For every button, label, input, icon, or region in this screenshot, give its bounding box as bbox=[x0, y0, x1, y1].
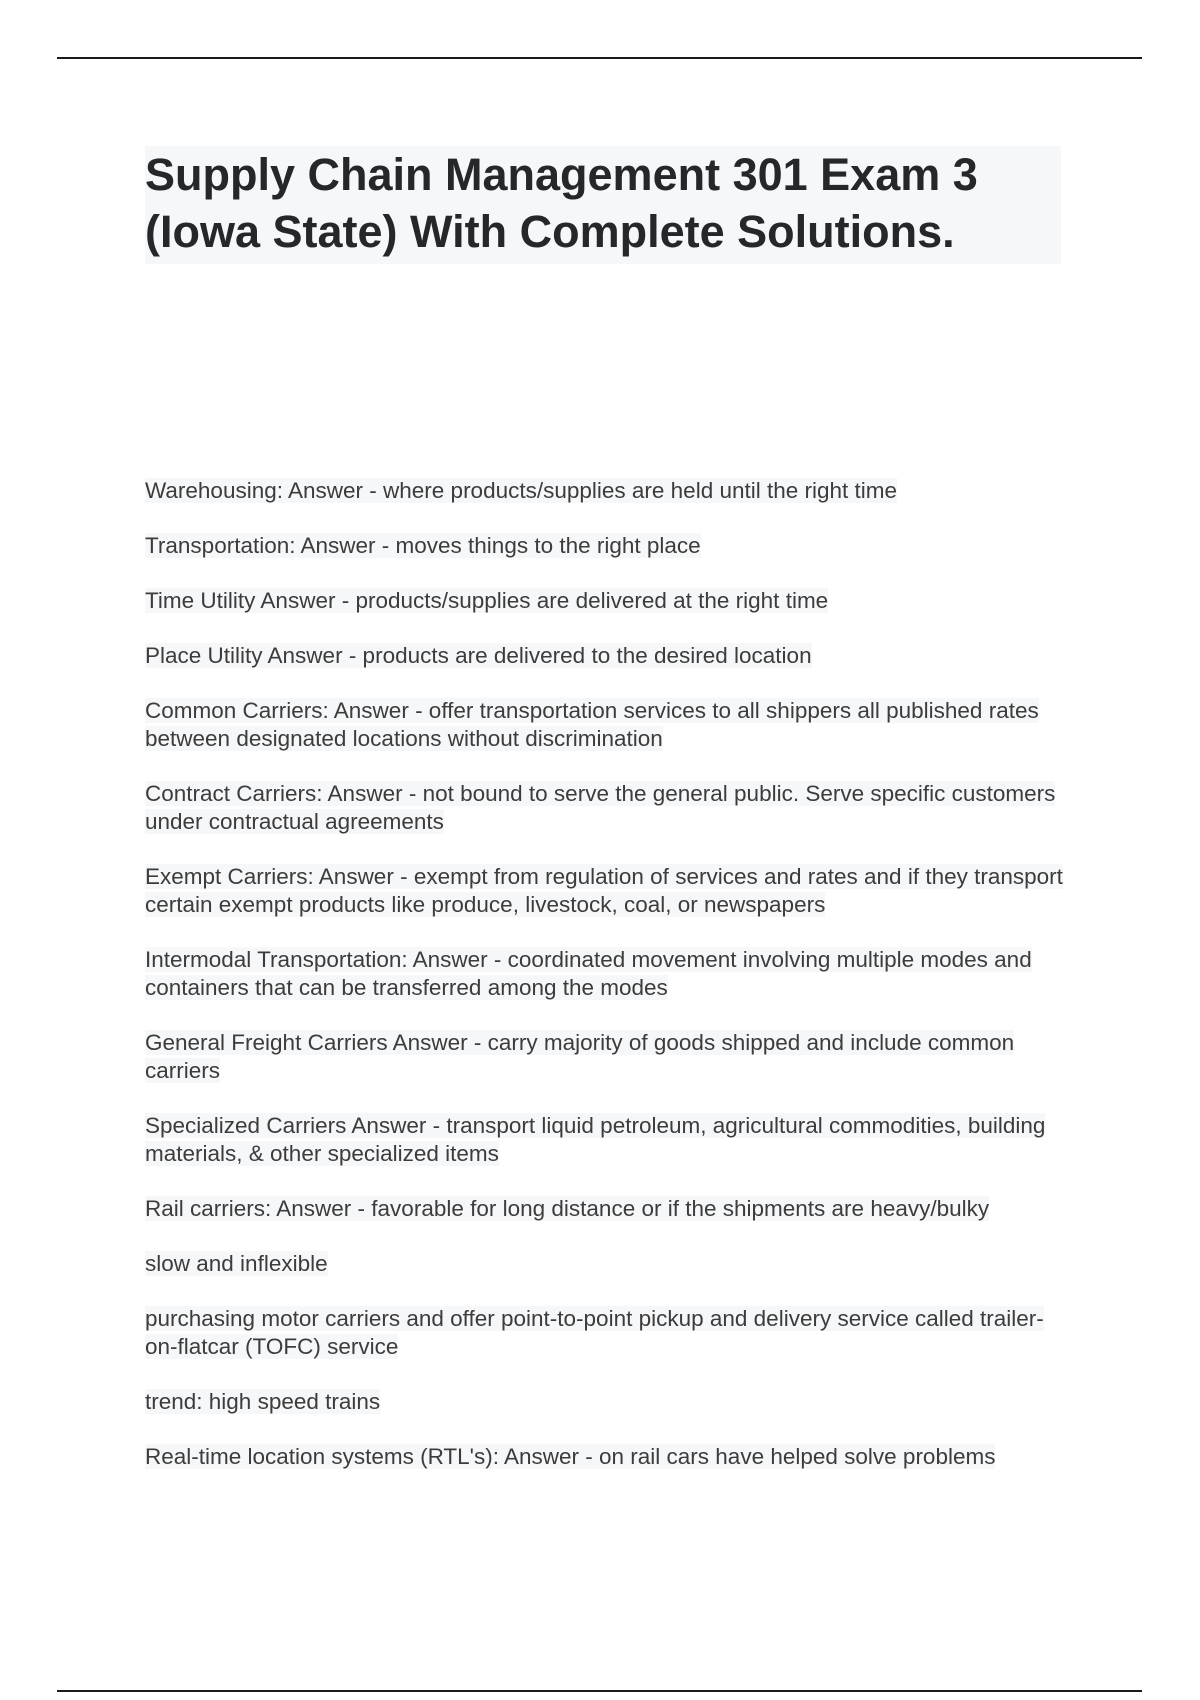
qa-item-text: Specialized Carriers Answer - transport liquid petroleum, agricultural commodities, building materials, & other specialized items bbox=[145, 1113, 1046, 1166]
qa-item-text: Time Utility Answer - products/supplies are delivered at the right time bbox=[145, 588, 829, 613]
qa-item-transportation bbox=[145, 532, 1075, 560]
qa-item-general-freight-carriers bbox=[145, 1029, 1075, 1085]
qa-item-specialized-carriers bbox=[145, 1112, 1075, 1168]
qa-item-text: slow and inflexible bbox=[145, 1251, 328, 1276]
qa-item-text: Exempt Carriers: Answer - exempt from regulation of services and rates and if they transport certain exempt products like produce, livestock, coal, or newspapers bbox=[145, 864, 1063, 917]
top-rule bbox=[57, 57, 1142, 59]
qa-item-text: Warehousing: Answer - where products/supplies are held until the right time bbox=[145, 478, 898, 503]
qa-item-text: Intermodal Transportation: Answer - coordinated movement involving multiple modes and containers that can be transferred among the modes bbox=[145, 947, 1032, 1000]
qa-item-common-carriers bbox=[145, 697, 1075, 753]
qa-item-text: Rail carriers: Answer - favorable for long distance or if the shipments are heavy/bulky bbox=[145, 1196, 990, 1221]
qa-item-warehousing bbox=[145, 477, 1075, 505]
qa-item-time-utility bbox=[145, 587, 1075, 615]
qa-item-high-speed-trains bbox=[145, 1388, 1075, 1416]
qa-item-text: purchasing motor carriers and offer point-to-point pickup and delivery service called trailer-on-flatcar (TOFC) service bbox=[145, 1306, 1044, 1359]
qa-item-tofc-service bbox=[145, 1305, 1075, 1361]
qa-item-text: Real-time location systems (RTL's): Answer - on rail cars have helped solve problems bbox=[145, 1444, 996, 1469]
qa-item-text: General Freight Carriers Answer - carry majority of goods shipped and include common carriers bbox=[145, 1030, 1015, 1083]
qa-item-rtls bbox=[145, 1443, 1075, 1471]
qa-item-text: trend: high speed trains bbox=[145, 1389, 381, 1414]
qa-item-intermodal-transportation bbox=[145, 946, 1075, 1002]
qa-list bbox=[145, 477, 1075, 1498]
document-title: Supply Chain Management 301 Exam 3 (Iowa State) With Complete Solutions. bbox=[145, 146, 1061, 264]
qa-item-text: Common Carriers: Answer - offer transportation services to all shippers all published rates between designated locations without discrimination bbox=[145, 698, 1039, 751]
qa-item-slow-inflexible bbox=[145, 1250, 1075, 1278]
qa-item-exempt-carriers bbox=[145, 863, 1075, 919]
bottom-rule bbox=[57, 1690, 1142, 1692]
qa-item-place-utility bbox=[145, 642, 1075, 670]
qa-item-rail-carriers bbox=[145, 1195, 1075, 1223]
qa-item-contract-carriers bbox=[145, 780, 1075, 836]
qa-item-text: Transportation: Answer - moves things to the right place bbox=[145, 533, 701, 558]
qa-item-text: Place Utility Answer - products are delivered to the desired location bbox=[145, 643, 812, 668]
qa-item-text: Contract Carriers: Answer - not bound to serve the general public. Serve specific customers under contractual agreements bbox=[145, 781, 1056, 834]
